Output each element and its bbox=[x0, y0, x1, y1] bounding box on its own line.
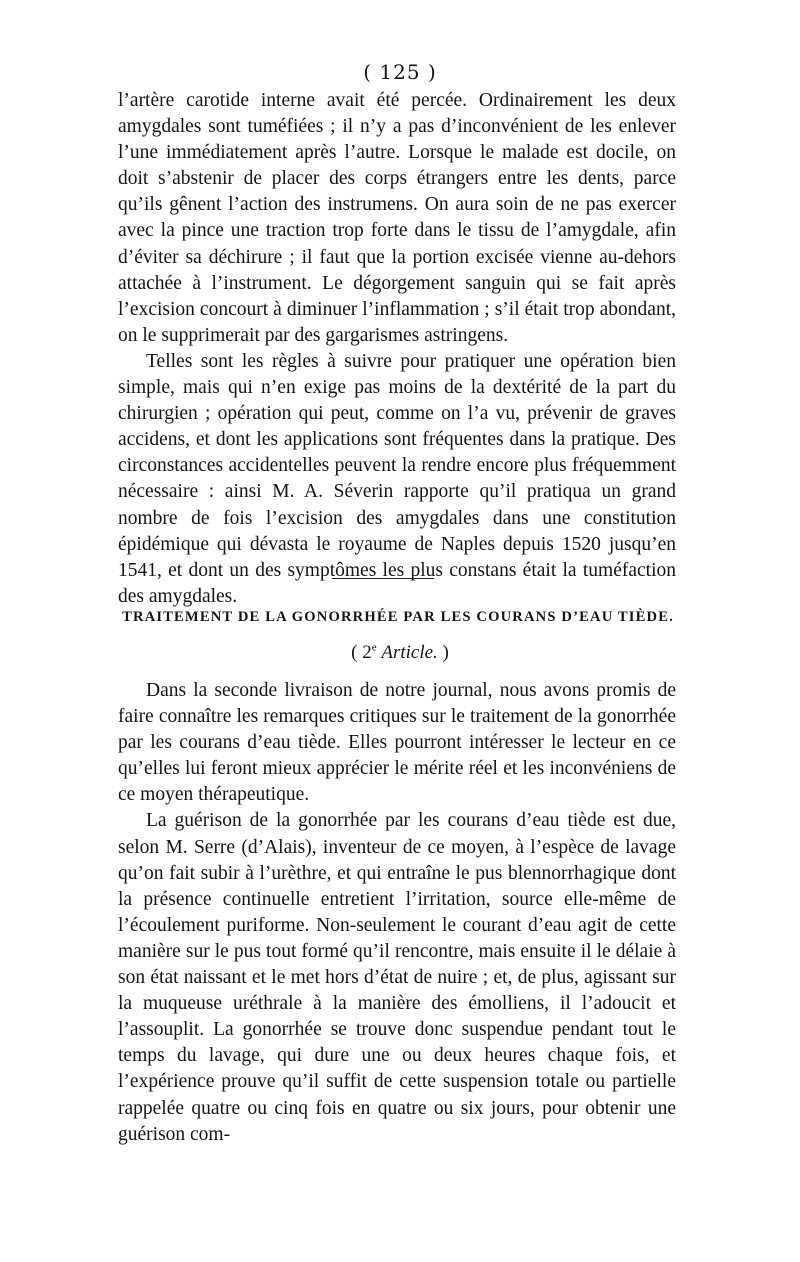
article-subtitle bbox=[0, 642, 800, 664]
bottom-paragraph-1: Dans la seconde livraison de notre journal, nous avons promis de faire connaître les remarques critiques sur le traitement de la gonorrhée par les courans d’eau tiède. Elles pourront intéresser le lecteur en ce qu’elles lui feront mieux apprécier le mérite réel et les inconvéniens de ce moyen thérapeutique. bbox=[118, 680, 676, 806]
top-text-block bbox=[118, 88, 676, 610]
article-close: ) bbox=[442, 642, 449, 663]
article-open: ( 2 bbox=[351, 642, 372, 663]
section-title: TRAITEMENT DE LA GONORRHÉE PAR LES COURANS D’EAU TIÈDE. bbox=[122, 609, 674, 625]
article-word: Article. bbox=[381, 642, 438, 663]
page-number: ( 125 ) bbox=[363, 60, 437, 84]
article-superscript: e bbox=[371, 641, 377, 654]
section-divider bbox=[332, 578, 434, 579]
top-paragraph-2: Telles sont les règles à suivre pour pratiquer une opération bien simple, mais qui n’en exige pas moins de la dextérité de la part du chirurgien ; opération qui peut, comme on l’a vu, prévenir de graves accidens, et dont les applications sont fréquentes dans la pratique. Des circonstances accidentelles peuvent la rendre encore plus fréquemment nécessaire : ainsi M. A. Séverin rapporte qu’il pratiqua un grand nombre de fois l’excision des amygdales dans une constitution épidémique qui dévasta le royaume de Naples depuis 1520 jusqu’en 1541, et dont un des symptômes les plus constans était la tuméfaction des amygdales. bbox=[118, 350, 676, 607]
bottom-paragraph-2: La guérison de la gonorrhée par les courans d’eau tiède est due, selon M. Serre (d’Alais), inventeur de ce moyen, à l’espèce de lavage qu’on fait subir à l’urèthre, et qui entraîne le pus blennorrhagique dont la présence continuelle entretient l’irritation, source elle-même de l’écoulement puriforme. Non-seulement le courant d’eau agit de cette manière sur le pus tout formé qu’il rencontre, mais ensuite il le délaie à son état naissant et le met hors d’état de nuire ; et, de plus, agissant sur la muqueuse uréthrale à la manière des émolliens, il l’adoucit et l’assouplit. La gonorrhée se trouve donc suspendue pendant tout le temps du lavage, qui dure une ou deux heures chaque fois, et l’expérience prouve qu’il suffit de cette suspension totale ou partielle rappelée quatre ou cinq fois en quatre ou six jours, pour obtenir une guérison com- bbox=[118, 810, 676, 1145]
bottom-text-block bbox=[118, 678, 676, 1148]
top-paragraph-1: l’artère carotide interne avait été percée. Ordinairement les deux amygdales sont tuméfiées ; il n’y a pas d’inconvénient de les enlever l’une immédiatement après l’autre. Lorsque le malade est docile, on doit s’abstenir de placer des corps étrangers entre les dents, parce qu’ils gênent l’action des instrumens. On aura soin de ne pas exercer avec la pince une traction trop forte dans le tissu de l’amygdale, afin d’éviter sa déchirure ; il faut que la portion excisée vienne au-dehors attachée à l’instrument. Le dégorgement sanguin qui se fait après l’excision concourt à diminuer l’inflammation ; s’il était trop abondant, on le supprimerait par des gargarismes astringens. bbox=[118, 90, 676, 346]
